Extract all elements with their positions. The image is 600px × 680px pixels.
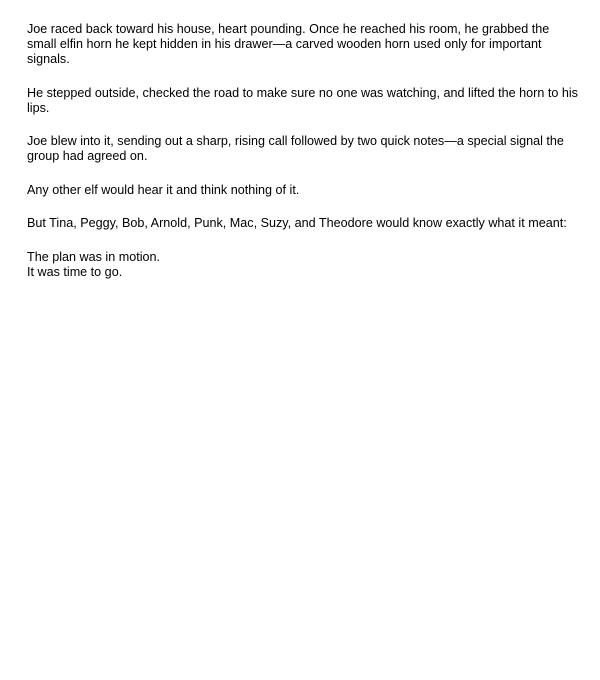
paragraph: Any other elf would hear it and think nothing of it. xyxy=(27,182,300,197)
paragraph: But Tina, Peggy, Bob, Arnold, Punk, Mac, Suzy, and Theodore would know exactly what it meant: xyxy=(27,216,567,230)
closing-paragraph xyxy=(27,250,580,280)
paragraph: Joe raced back toward his house, heart pounding. Once he reached his room, he grabbed the small elfin horn he kept hidden in his drawer—a carved wooden horn used only for important signals. xyxy=(27,22,550,66)
closing-line: The plan was in motion. xyxy=(27,249,161,264)
closing-line: It was time to go. xyxy=(27,264,123,279)
paragraph: Joe blew into it, sending out a sharp, rising call followed by two quick notes—a special signal the group had agreed on. xyxy=(27,134,564,163)
document-body xyxy=(0,0,600,280)
paragraph: He stepped outside, checked the road to make sure no one was watching, and lifted the horn to his lips. xyxy=(27,85,578,115)
